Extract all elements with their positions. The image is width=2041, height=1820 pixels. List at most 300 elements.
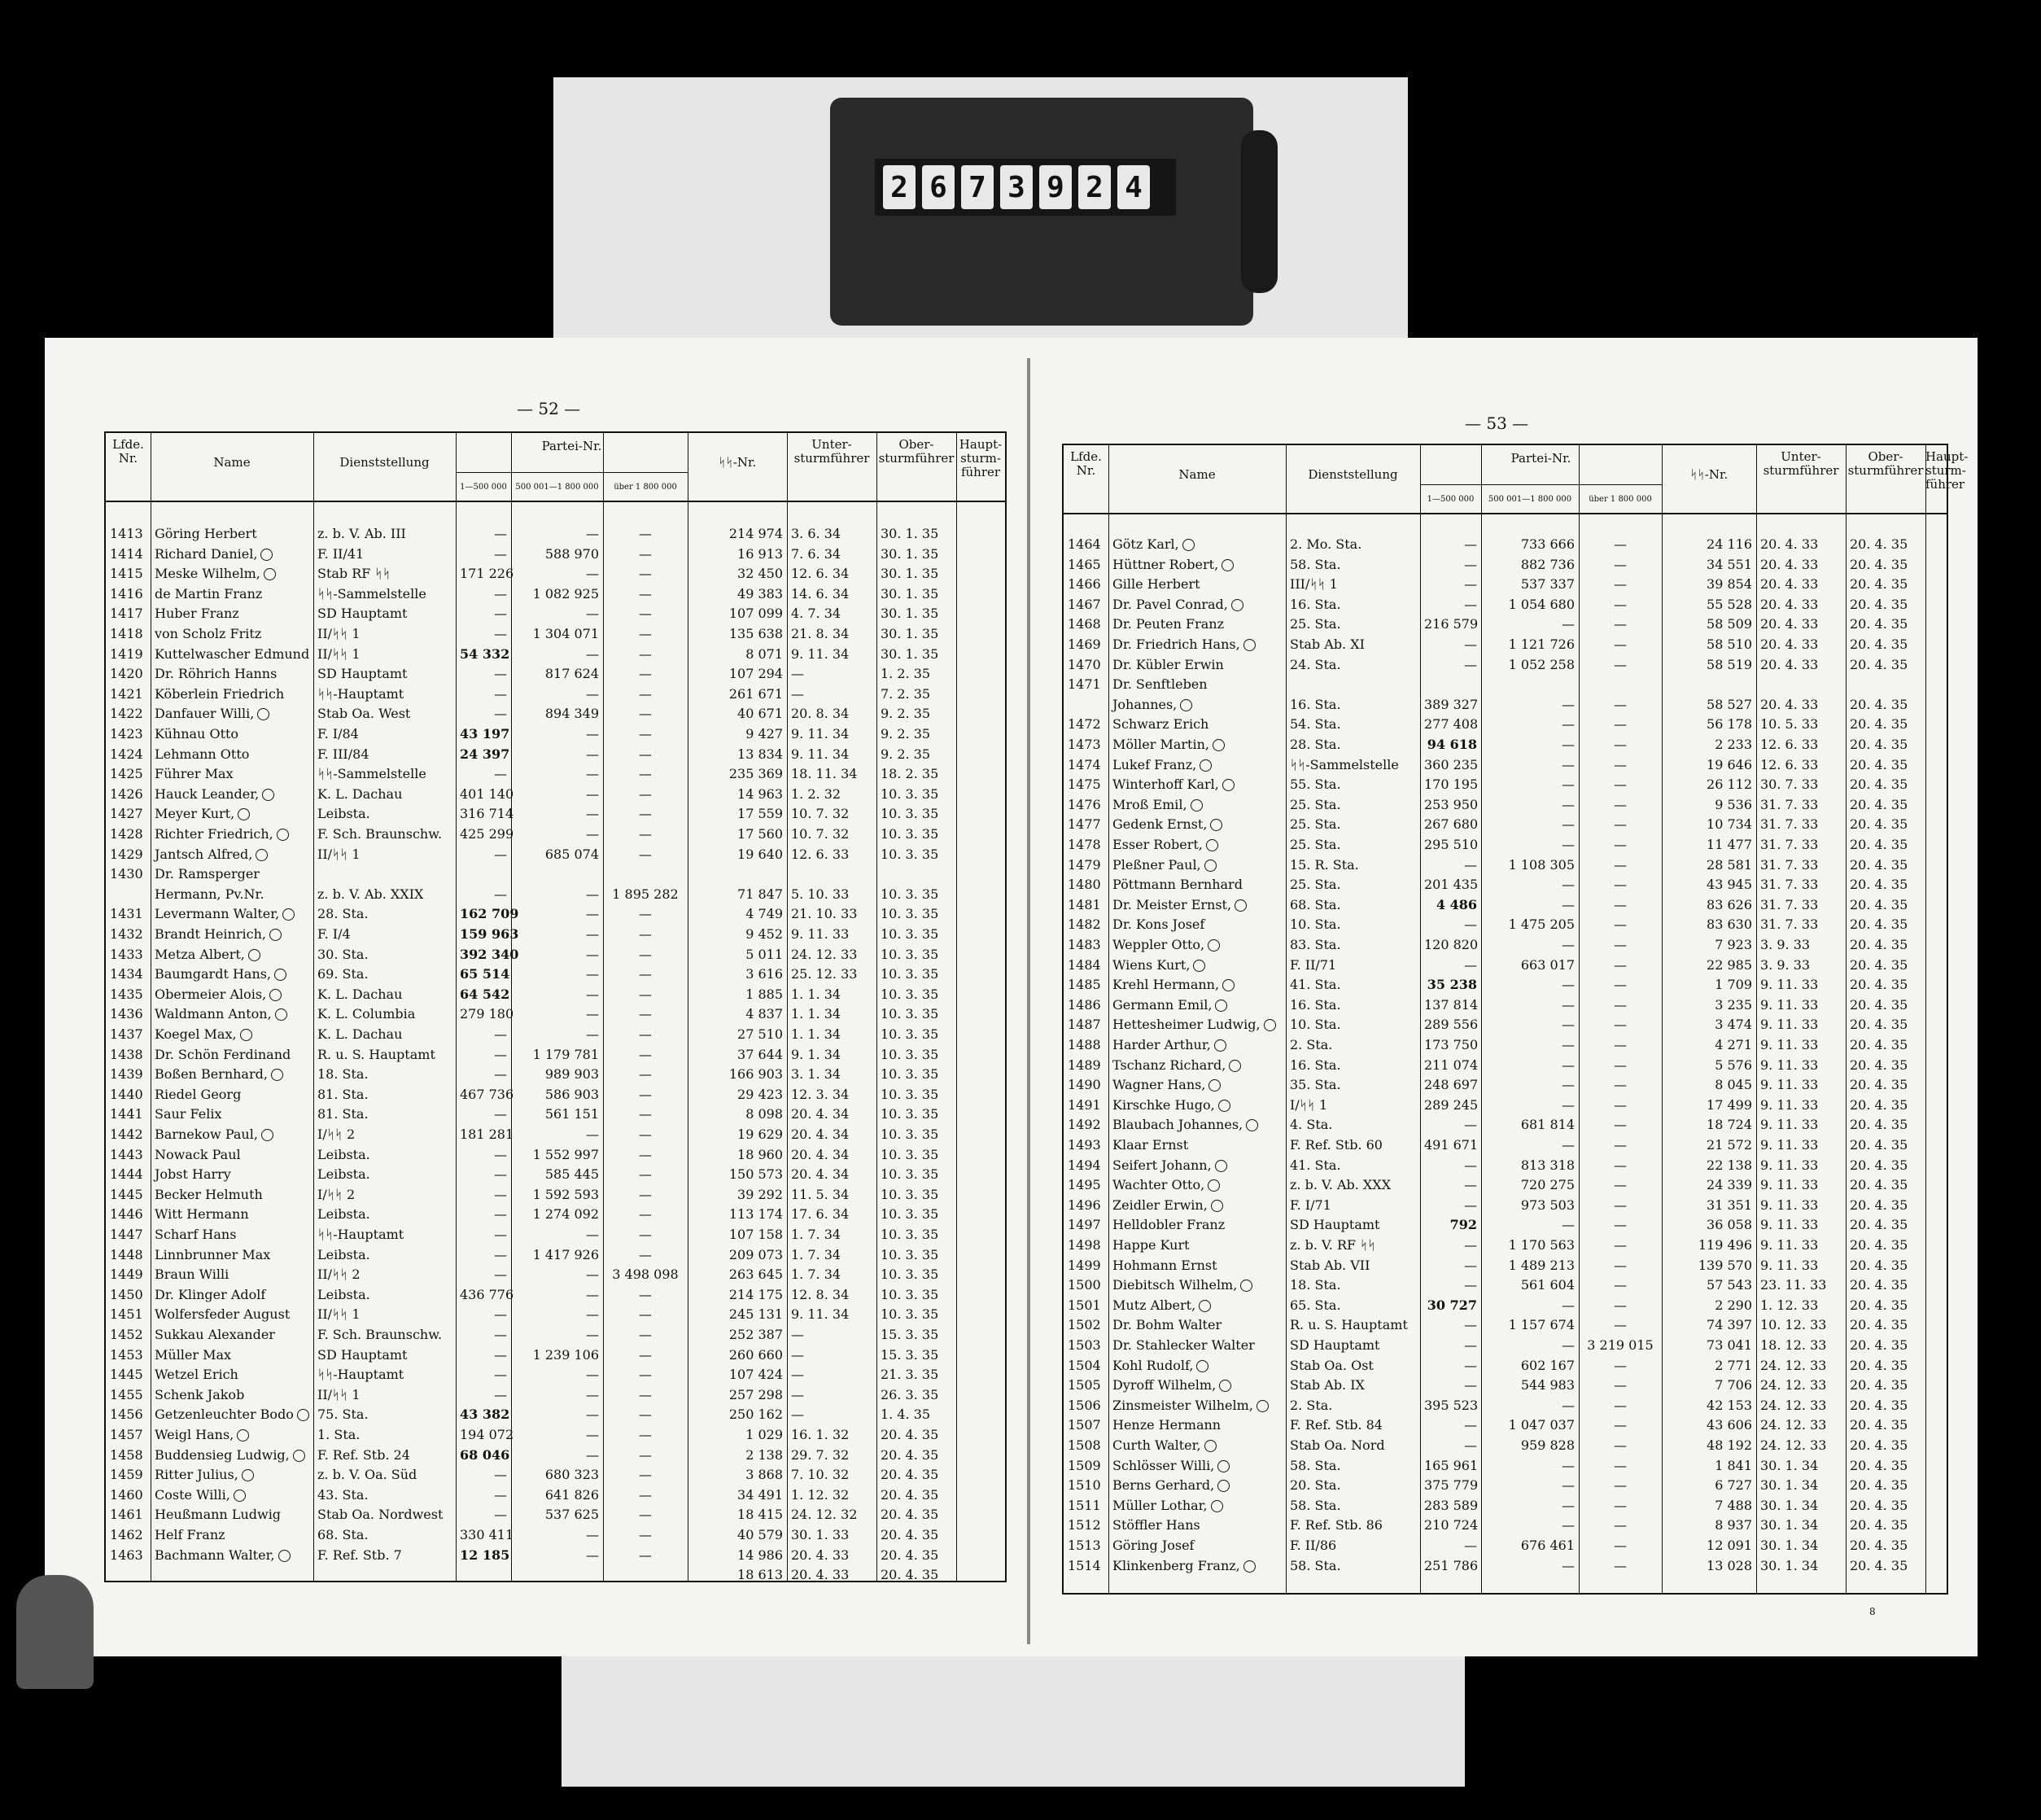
cell-p2: 641 826 [544,1486,599,1503]
cell-ss: 18 415 [737,1507,783,1523]
cell-p1: 165 961 [1424,1457,1479,1473]
cell-name: Seifert Johann, [1112,1156,1282,1175]
cell-p3: — [1614,1437,1627,1453]
table-row [1064,1015,1947,1035]
cell-unter: 3. 6. 34 [791,526,841,541]
cell-unter: 9. 11. 33 [1760,1217,1819,1233]
cell-p1: 395 523 [1424,1397,1479,1413]
cell-p1: 253 950 [1424,796,1479,812]
cell-ober: 10. 3. 35 [881,1006,939,1022]
circle-mark-icon [234,1490,246,1502]
cell-p2: 676 461 [1520,1538,1575,1553]
cell-p1: — [494,1026,507,1042]
cell-ober: 20. 4. 35 [1850,536,1908,552]
cell-p2: — [586,1367,599,1383]
cell-p3: — [1614,1257,1627,1273]
cell-dienst: ᛋᛋ-Sammelstelle [1290,756,1399,772]
cell-name: Hettesheimer Ludwig, [1112,1015,1282,1035]
cell-unter: 20. 4. 33 [791,1567,850,1583]
circle-mark-icon [1217,1460,1230,1472]
cell-dienst: F. II/41 [317,545,365,562]
cell-unter: 1. 2. 32 [791,785,841,802]
cell-p1: — [1464,576,1477,593]
cell-p2: — [586,1286,599,1302]
cell-dienst: F. Sch. Braunschw. [317,1327,443,1342]
cell-p2: — [1562,1477,1575,1494]
cell-ober: 18. 2. 35 [881,766,939,782]
cell-p2: 973 503 [1520,1197,1575,1213]
cell-unter: 20. 4. 34 [791,1166,850,1183]
cell-ober: 20. 4. 35 [1850,1517,1908,1533]
circle-mark-icon [1204,1440,1217,1452]
cell-nr: 1500 [1068,1277,1101,1293]
cell-name: Schwarz Erich [1112,716,1209,733]
cell-p3: — [639,706,652,722]
header-p1: 1—500 000 [1427,495,1475,504]
cell-p2: 882 736 [1520,556,1575,572]
cell-nr: 1499 [1068,1257,1101,1273]
cell-name: Zinsmeister Wilhelm, [1112,1396,1282,1415]
cell-unter: 24. 12. 33 [1760,1437,1827,1453]
cell-name: Müller Lothar, [1112,1496,1282,1516]
cell-dienst: 83. Sta. [1290,937,1341,952]
cell-p3: — [639,1206,652,1223]
cell-unter: 20. 4. 33 [1760,616,1819,632]
cell-p3: — [1614,1237,1627,1253]
cell-p2: — [586,766,599,782]
cell-p1: 181 281 [460,1127,514,1142]
cell-nr: 1497 [1068,1217,1101,1233]
table-row [1064,695,1947,715]
cell-ss: 9 427 [745,726,783,742]
cell-ober: 20. 4. 35 [1850,796,1908,812]
cell-nr: 1452 [110,1327,143,1342]
cell-p3: — [1614,896,1627,912]
cell-nr: 1449 [110,1267,143,1283]
cell-unter: 31. 7. 33 [1760,816,1819,833]
cell-p1: 159 963 [460,926,519,942]
table-row [106,1425,1005,1445]
cell-p3: — [639,606,652,622]
cell-ss: 39 854 [1707,576,1752,593]
cell-p3: — [1614,816,1627,833]
cell-unter: 20. 4. 34 [791,1146,850,1162]
cell-ss: 19 640 [737,846,783,862]
cell-unter: 30. 1. 34 [1760,1497,1819,1513]
cell-p1: — [1464,596,1477,612]
cell-p1: 216 579 [1424,616,1479,632]
cell-p1: 162 709 [460,906,519,922]
table-row [106,664,1005,684]
cell-dienst: 2. Sta. [1290,1397,1333,1413]
cell-p3: — [1614,777,1627,793]
cell-p3: — [1614,1117,1627,1133]
cell-p2: — [1562,1096,1575,1113]
circle-mark-icon [274,969,286,981]
cell-p1: — [1464,536,1477,552]
cell-ss: 3 474 [1715,1017,1752,1033]
cell-dienst: 75. Sta. [317,1407,369,1423]
cell-dienst: z. b. V. RF ᛋᛋ [1290,1237,1376,1253]
cell-name: de Martin Franz [155,585,263,602]
cell-ss: 74 397 [1707,1317,1752,1333]
cell-nr: 1444 [110,1166,143,1183]
cell-name: Buddensieg Ludwig, [155,1446,309,1465]
cell-unter: 24. 12. 33 [1760,1417,1827,1433]
cell-ober: 20. 4. 35 [1850,756,1908,772]
cell-ss: 139 570 [1698,1257,1752,1273]
cell-p2: 1 121 726 [1508,637,1575,652]
cell-p3: — [639,1246,652,1262]
cell-name: Gedenk Ernst, [1112,815,1282,834]
cell-ss: 17 559 [737,806,783,822]
cell-ober: 20. 4. 35 [1850,837,1908,852]
cell-ober: 10. 3. 35 [881,886,939,902]
cell-ober: 10. 3. 35 [881,966,939,982]
cell-p2: 1 179 781 [532,1046,599,1062]
table-row [106,1145,1005,1165]
table-row [1064,755,1947,775]
cell-unter: 5. 10. 33 [791,886,850,902]
cell-nr: 1514 [1068,1557,1101,1573]
cell-ss: 17 560 [737,826,783,842]
circle-mark-icon [271,1069,283,1081]
cell-ss: 1 029 [745,1427,783,1442]
cell-dienst: Stab Oa. Ost [1290,1357,1374,1373]
cell-ss: 40 671 [737,706,783,722]
cell-unter: 20. 8. 34 [791,706,850,722]
cell-unter: — [791,1367,804,1383]
cell-unter: — [791,1386,804,1402]
cell-name: Meyer Kurt, [155,804,309,824]
cell-ober: 30. 1. 35 [881,645,939,662]
cell-ss: 119 496 [1698,1237,1752,1253]
cell-unter: 18. 11. 34 [791,766,858,782]
cell-name: Klaar Ernst [1112,1137,1189,1153]
cell-p2: 1 157 674 [1508,1317,1575,1333]
table-row [1064,1556,1947,1576]
cell-dienst: K. L. Dachau [317,1026,403,1042]
cell-p2: — [1562,1517,1575,1533]
cell-dienst: F. Ref. Stb. 7 [317,1547,402,1563]
cell-p2: 1 552 997 [532,1146,599,1162]
cell-unter: 20. 4. 33 [1760,556,1819,572]
table-row [1064,615,1947,634]
cell-p1: 792 [1449,1217,1477,1233]
table-row [106,785,1005,804]
table-row [106,1325,1005,1345]
table-row [1064,675,1947,694]
cell-nr: 1484 [1068,956,1101,973]
cell-name: Wolfersfeder August [155,1306,291,1323]
cell-dienst: F. I/71 [1290,1197,1331,1213]
cell-name: Stöffler Hans [1112,1517,1200,1533]
table-row [1064,956,1947,975]
cell-nr: 1498 [1068,1237,1101,1253]
cell-dienst: 81. Sta. [317,1106,369,1122]
cell-unter: 30. 1. 33 [791,1527,850,1542]
circle-mark-icon [264,568,276,580]
circle-mark-icon [293,1450,305,1462]
cell-p1: 137 814 [1424,996,1479,1013]
cell-p3: 3 219 015 [1587,1337,1654,1353]
cell-p3: — [1614,596,1627,612]
cell-p2: — [1562,1137,1575,1153]
cell-p3: — [639,1106,652,1122]
cell-name: Germann Emil, [1112,995,1282,1015]
cell-dienst: F. Ref. Stb. 84 [1290,1417,1383,1433]
counter-digit: 2 [883,165,916,209]
cell-p1: 248 697 [1424,1077,1479,1093]
cell-p2: — [586,826,599,842]
counter-digit: 6 [922,165,955,209]
cell-dienst: II/ᛋᛋ 1 [317,645,361,662]
cell-ober: 20. 4. 35 [1850,1457,1908,1473]
cell-name: Becker Helmuth [155,1186,263,1202]
cell-dienst: Stab Ab. VII [1290,1257,1370,1273]
cell-nr: 1506 [1068,1397,1101,1413]
cell-p1: — [1464,656,1477,672]
cell-nr: 1492 [1068,1117,1101,1133]
cell-p1: 64 542 [460,986,510,1002]
cell-p2: — [586,1227,599,1242]
cell-p1: 289 245 [1424,1096,1479,1113]
cell-ober: 10. 3. 35 [881,846,939,862]
cell-ss: 48 192 [1707,1437,1752,1453]
counter-digit: 4 [1117,165,1150,209]
cell-name: Kühnau Otto [155,726,239,742]
cell-p2: — [1562,1017,1575,1033]
cell-nr: 1462 [110,1527,143,1542]
cell-ss: 18 960 [737,1146,783,1162]
cell-p3: — [1614,696,1627,712]
cell-ss: 1 709 [1715,977,1752,993]
cell-dienst: R. u. S. Hauptamt [1290,1317,1408,1333]
cell-dienst: 25. Sta. [1290,877,1341,893]
circle-mark-icon [1235,899,1247,912]
cell-ss: 4 837 [745,1006,783,1022]
cell-p2: — [1562,816,1575,833]
cell-ober: 20. 4. 35 [1850,1357,1908,1373]
cell-p2: — [1562,877,1575,893]
cell-nr: 1457 [110,1427,143,1442]
cell-name: Müller Max [155,1346,232,1363]
table-row [106,1385,1005,1405]
cell-p3: — [639,946,652,962]
cell-unter: 31. 7. 33 [1760,917,1819,933]
cell-dienst: I/ᛋᛋ 2 [317,1127,356,1142]
cell-p1: — [494,846,507,862]
cell-ober: 20. 4. 35 [1850,1057,1908,1073]
cell-ober: 20. 4. 35 [1850,576,1908,593]
cell-p1: — [1464,556,1477,572]
circle-mark-icon [1213,739,1225,751]
cell-p1: — [494,1227,507,1242]
cell-unter: 21. 8. 34 [791,626,850,641]
cell-p2: — [1562,1397,1575,1413]
cell-unter: 24. 12. 32 [791,1507,858,1523]
table-row [1064,1175,1947,1195]
cell-nr: 1420 [110,666,143,682]
cell-p3: — [639,566,652,582]
cell-ober: 1. 2. 35 [881,666,931,682]
cell-ss: 250 162 [728,1407,783,1423]
cell-unter: 30. 1. 34 [1760,1457,1819,1473]
cell-dienst: ᛋᛋ-Sammelstelle [317,585,426,602]
header-haupt: Haupt- sturm- führer [1925,449,1969,492]
cell-p3: — [639,966,652,982]
cell-p2: 681 814 [1520,1117,1575,1133]
cell-nr: 1445 [110,1367,143,1383]
cell-p1: 330 411 [460,1527,514,1542]
cell-dienst: 43. Sta. [317,1486,369,1503]
table-row [106,524,1005,544]
cell-ss: 83 626 [1707,896,1752,912]
cell-ss: 27 510 [737,1026,783,1042]
cell-p3: — [1614,1217,1627,1233]
cell-nr: 1455 [110,1386,143,1402]
cell-ober: 15. 3. 35 [881,1327,939,1342]
cell-dienst: ᛋᛋ-Hauptamt [317,1367,404,1383]
cell-name: Weigl Hans, [155,1425,309,1445]
table-row [106,1446,1005,1465]
header-divider [456,472,688,473]
cell-name: Ritter Julius, [155,1465,309,1485]
cell-ss: 73 041 [1707,1337,1752,1353]
header-dienst: Dienststellung [339,455,430,470]
cell-name: Wagner Hans, [1112,1075,1282,1095]
cell-p2: — [586,526,599,541]
table-row [106,945,1005,965]
cell-dienst: SD Hauptamt [317,1346,408,1363]
cell-name: Lehmann Otto [155,746,250,762]
cell-ober: 20. 4. 35 [1850,816,1908,833]
cell-p3: — [1614,1517,1627,1533]
cell-ss: 6 727 [1715,1477,1752,1494]
table-row [106,1285,1005,1305]
table-row [1064,1536,1947,1555]
table-row [106,864,1005,884]
cell-nr: 1467 [1068,596,1101,612]
circle-mark-icon [277,829,289,841]
cell-ober: 20. 4. 35 [881,1446,939,1463]
table-row [1064,1156,1947,1175]
cell-ss: 209 073 [728,1246,783,1262]
header-ober: Ober- sturmführer [878,437,955,466]
cell-name: Wiens Kurt, [1112,956,1282,975]
cell-p3: — [639,626,652,641]
cell-p3: — [639,926,652,942]
cell-p3: — [639,1327,652,1342]
cell-p3: — [639,1166,652,1183]
cell-dienst: 16. Sta. [1290,696,1341,712]
cell-p3: — [1614,1297,1627,1313]
cell-dienst: ᛋᛋ-Hauptamt [317,1227,404,1242]
table-row [1064,895,1947,915]
cell-p2: — [586,746,599,762]
cell-dienst: R. u. S. Hauptamt [317,1046,435,1062]
cell-dienst: 65. Sta. [1290,1297,1341,1313]
cell-name: Getzenleuchter Bodo [155,1405,309,1424]
circle-mark-icon [1215,1160,1227,1172]
cell-name: Helldobler Franz [1112,1217,1226,1233]
cell-ss: 71 847 [737,886,783,902]
cell-dienst: F. II/86 [1290,1538,1337,1553]
circle-mark-icon [1208,939,1220,952]
cell-p3: — [1614,996,1627,1013]
cell-name: Helf Franz [155,1527,225,1542]
cell-p1: — [494,626,507,641]
cell-dienst: 35. Sta. [1290,1077,1341,1093]
cell-ss: 8 045 [1715,1077,1752,1093]
table-row [106,724,1005,744]
cell-name: Kohl Rudolf, [1112,1356,1282,1376]
cell-p3: — [1614,1357,1627,1373]
cell-ober: 20. 4. 35 [1850,1437,1908,1453]
cell-name: Schenk Jakob [155,1386,245,1402]
cell-nr: 1446 [110,1206,143,1223]
cell-p3: — [1614,1057,1627,1073]
cell-ss: 14 986 [737,1547,783,1563]
cell-ss: 19 646 [1707,756,1752,772]
table-row [1064,815,1947,834]
cell-ss: 19 629 [737,1127,783,1142]
cell-dienst: I/ᛋᛋ 2 [317,1186,356,1202]
cell-nr: 1448 [110,1246,143,1262]
cell-p3: — [639,986,652,1002]
cell-unter: 9. 1. 34 [791,1046,841,1062]
cell-p3: — [1614,1197,1627,1213]
cell-name: Richter Friedrich, [155,825,309,844]
cell-dienst: z. b. V. Ab. III [317,526,406,541]
cell-p1: — [1464,1357,1477,1373]
cell-ober: 10. 3. 35 [881,1286,939,1302]
cell-dienst: 16. Sta. [1290,1057,1341,1073]
cell-unter: 9. 11. 33 [1760,1017,1819,1033]
header-dienst: Dienststellung [1308,467,1398,482]
table-row [106,804,1005,824]
cell-p3: — [1614,1417,1627,1433]
cell-p3: — [639,785,652,802]
header-name: Name [213,455,251,470]
cell-ober: 20. 4. 35 [1850,1117,1908,1133]
cell-nr: 1476 [1068,796,1101,812]
cell-nr: 1501 [1068,1297,1101,1313]
circle-mark-icon [1222,559,1234,571]
cell-p3: — [1614,556,1627,572]
cell-name: Jobst Harry [155,1166,231,1183]
cell-name: Pöttmann Bernhard [1112,877,1243,893]
table-row [1064,1436,1947,1455]
cell-p1: — [494,1486,507,1503]
cell-p3: — [1614,656,1627,672]
cell-nr: 1419 [110,645,143,662]
cell-ss: 21 572 [1707,1137,1752,1153]
cell-ober: 1. 4. 35 [881,1407,931,1423]
cell-ss: 107 158 [728,1227,783,1242]
cell-ober: 10. 3. 35 [881,1106,939,1122]
counter-digit: 3 [1000,165,1033,209]
table-row [1064,1236,1947,1255]
cell-ober: 7. 2. 35 [881,685,931,702]
cell-p1: — [494,666,507,682]
cell-unter: 1. 7. 34 [791,1267,841,1283]
cell-name: Göring Herbert [155,526,257,541]
table-row [106,1185,1005,1205]
cell-p3: — [1614,756,1627,772]
cell-nr: 1513 [1068,1538,1101,1553]
cell-p2: 685 074 [544,846,599,862]
